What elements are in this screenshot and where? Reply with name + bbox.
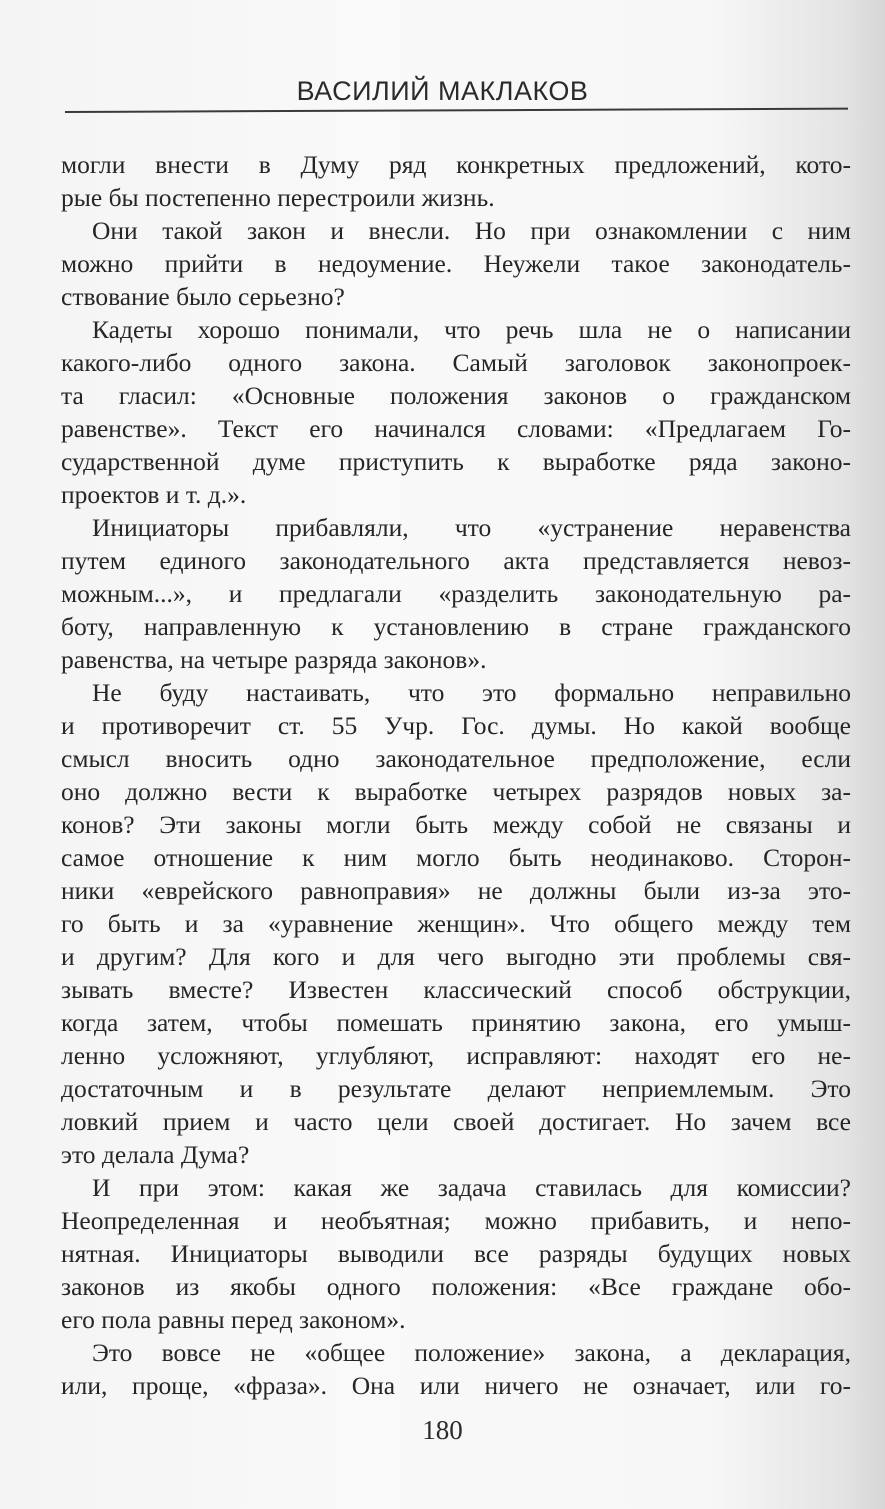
text-line: достаточным и в результате делают неприемлемым. Это	[61, 1074, 851, 1103]
text-line: ловкий прием и часто цели своей достигает. Но зачем все	[61, 1107, 851, 1136]
text-line: сударственной думе приступить к выработке ряда законо-	[61, 447, 851, 476]
text-line: та гласил: «Основные положения законов о гражданском	[61, 381, 851, 410]
text-line: его пола равны перед законом».	[61, 1305, 406, 1334]
paragraph-first-line: Они такой закон и внесли. Но при ознакомлении с ним	[92, 216, 851, 245]
text-line: зывать вместе? Известен классический способ обструкции,	[61, 975, 851, 1004]
text-line: ники «еврейского равноправия» не должны были из-за это-	[61, 876, 851, 905]
text-line: конов? Эти законы могли быть между собой не связаны и	[61, 810, 851, 839]
text-line: законов из якобы одного положения: «Все граждане обо-	[61, 1272, 851, 1301]
text-line: равенстве». Текст его начинался словами: «Предлагаем Го-	[61, 414, 851, 443]
running-head: ВАСИЛИЙ МАКЛАКОВ	[296, 76, 589, 106]
text-line: ленно усложняют, углубляют, исправляют: находят его не-	[61, 1041, 851, 1070]
text-line: проектов и т. д.».	[61, 480, 247, 509]
text-line: равенства, на четыре разряда законов».	[61, 645, 487, 674]
text-line: какого-либо одного закона. Самый заголовок законопроек-	[61, 348, 851, 377]
text-line: самое отношение к ним могло быть неодинаково. Сторон-	[61, 843, 851, 872]
text-line: можным...», и предлагали «разделить законодательную ра-	[61, 579, 851, 608]
text-line: можно прийти в недоумение. Неужели такое законодатель-	[61, 249, 851, 278]
text-line: и противоречит ст. 55 Учр. Гос. думы. Но какой вообще	[61, 711, 851, 740]
text-line: смысл вносить одно законодательное предположение, если	[61, 744, 851, 773]
text-line: когда затем, чтобы помешать принятию закона, его умыш-	[61, 1008, 851, 1037]
text-line: ствование было серьезно?	[61, 282, 345, 311]
text-line: или, проще, «фраза». Она или ничего не означает, или го-	[61, 1371, 851, 1400]
text-line: оно должно вести к выработке четырех разрядов новых за-	[61, 777, 851, 806]
text-line: го быть и за «уравнение женщин». Что общего между тем	[61, 909, 851, 938]
header-rule	[65, 108, 848, 113]
paragraph-first-line: И при этом: какая же задача ставилась для комиссии?	[92, 1173, 851, 1202]
text-line: Неопределенная и необъятная; можно прибавить, и непо-	[61, 1206, 851, 1235]
paragraph-first-line: Кадеты хорошо понимали, что речь шла не о написании	[92, 315, 851, 344]
text-line: нятная. Инициаторы выводили все разряды будущих новых	[61, 1239, 851, 1268]
page-number: 180	[422, 1415, 463, 1445]
text-line: боту, направленную к установлению в стране гражданского	[61, 612, 851, 641]
text-line: могли внести в Думу ряд конкретных предложений, кото-	[61, 150, 851, 179]
text-line: путем единого законодательного акта представляется невоз-	[61, 546, 851, 575]
paragraph-first-line: Не буду настаивать, что это формально неправильно	[92, 678, 851, 707]
paragraph-first-line: Это вовсе не «общее положение» закона, а декларация,	[92, 1338, 851, 1367]
text-line: рые бы постепенно перестроили жизнь.	[61, 183, 495, 212]
paragraph-first-line: Инициаторы прибавляли, что «устранение неравенства	[92, 513, 851, 542]
text-line: это делала Дума?	[61, 1140, 250, 1169]
body-text	[61, 148, 851, 1402]
text-line: и другим? Для кого и для чего выгодно эти проблемы свя-	[61, 942, 851, 971]
